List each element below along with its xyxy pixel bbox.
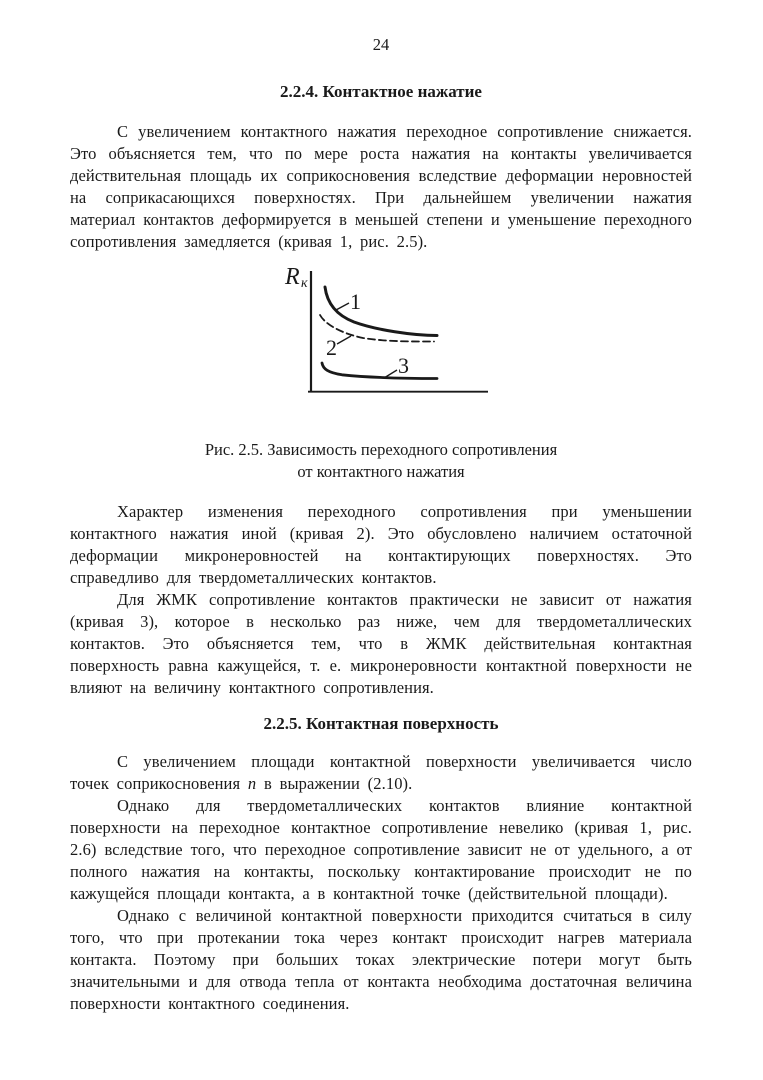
figure-caption-line-2: от контактного нажатия xyxy=(297,462,465,481)
curve-1 xyxy=(325,287,437,336)
curve-2-label: 2 xyxy=(326,335,337,360)
resistance-vs-pressure-plot xyxy=(278,257,491,397)
curve-3 xyxy=(322,363,437,379)
page-number: 24 xyxy=(372,35,390,54)
paragraph-surface-influence: Однако для твердометаллических контактов влияние контактной поверхности на переходное контактное сопротивление невелико (кривая 1, рис. 2.6) вследствие того, что переходное сопротивление зависит не от удельного, а от полного нажатия на контакты, поскольку контактирование происходит не по кажущейся площади контакта, а в контактной точке (действительной площади). xyxy=(70,796,692,903)
paragraph-zhmk-contacts: Для ЖМК сопротивление контактов практически не зависит от нажатия (кривая 3), которое в несколько раз ниже, чем для твердометаллических контактов. Это объясняется тем, что в ЖМК действительная контактная поверхность равна кажущейся, т. е. микронеровности контактной поверхности не влияют на величину контактного сопротивления. xyxy=(70,590,692,697)
figure-caption-line-1: Рис. 2.5. Зависимость переходного сопротивления xyxy=(204,440,558,459)
y-axis-sublabel: к xyxy=(301,276,308,291)
contact-surface-text-before: С увеличением площади контактной поверхности увеличивается число точек соприкосновения xyxy=(70,752,692,793)
curve-1-leader-line xyxy=(336,303,349,310)
section-heading-2-2-5: 2.2.5. Контактная поверхность xyxy=(263,714,499,733)
curve-1-label: 1 xyxy=(350,289,361,314)
y-axis-label: R xyxy=(285,264,300,290)
section-heading-2-2-4: 2.2.4. Контактное нажатие xyxy=(280,82,482,101)
paragraph-contact-surface-intro xyxy=(70,751,692,795)
figure-2-5-caption xyxy=(70,439,692,483)
contact-surface-text-after: в выражении (2.10). xyxy=(256,774,413,793)
figure-2-5 xyxy=(278,257,491,397)
curve-3-label: 3 xyxy=(398,353,409,378)
curve-2-leader-line xyxy=(337,336,351,344)
paragraph-curve-2-explanation: Характер изменения переходного сопротивления при уменьшении контактного нажатия иной (кривая 2). Это обусловлено наличием остаточной деформации микронеровностей на контактирующих поверхностях. Это справедливо для твердометаллических контактов. xyxy=(70,502,692,587)
paragraph-heating-consideration: Однако с величиной контактной поверхности приходится считаться в силу того, что при протекании тока через контакт происходит нагрев материала контакта. Поэтому при больших токах электрические потери могут быть значительными и для отвода тепла от контакта необходима достаточная величина поверхности контактного соединения. xyxy=(70,906,692,1013)
variable-n: n xyxy=(247,774,257,793)
paragraph-contact-pressure-intro: С увеличением контактного нажатия переходное сопротивление снижается. Это объясняется тем, что по мере роста нажатия на контакты увеличивается действительная площадь их соприкосновения вследствие деформации неровностей на соприкасающихся поверхностях. При дальнейшем увеличении нажатия материал контактов деформируется в меньшей степени и уменьшение переходного сопротивления замедляется (кривая 1, рис. 2.5). xyxy=(70,122,692,251)
